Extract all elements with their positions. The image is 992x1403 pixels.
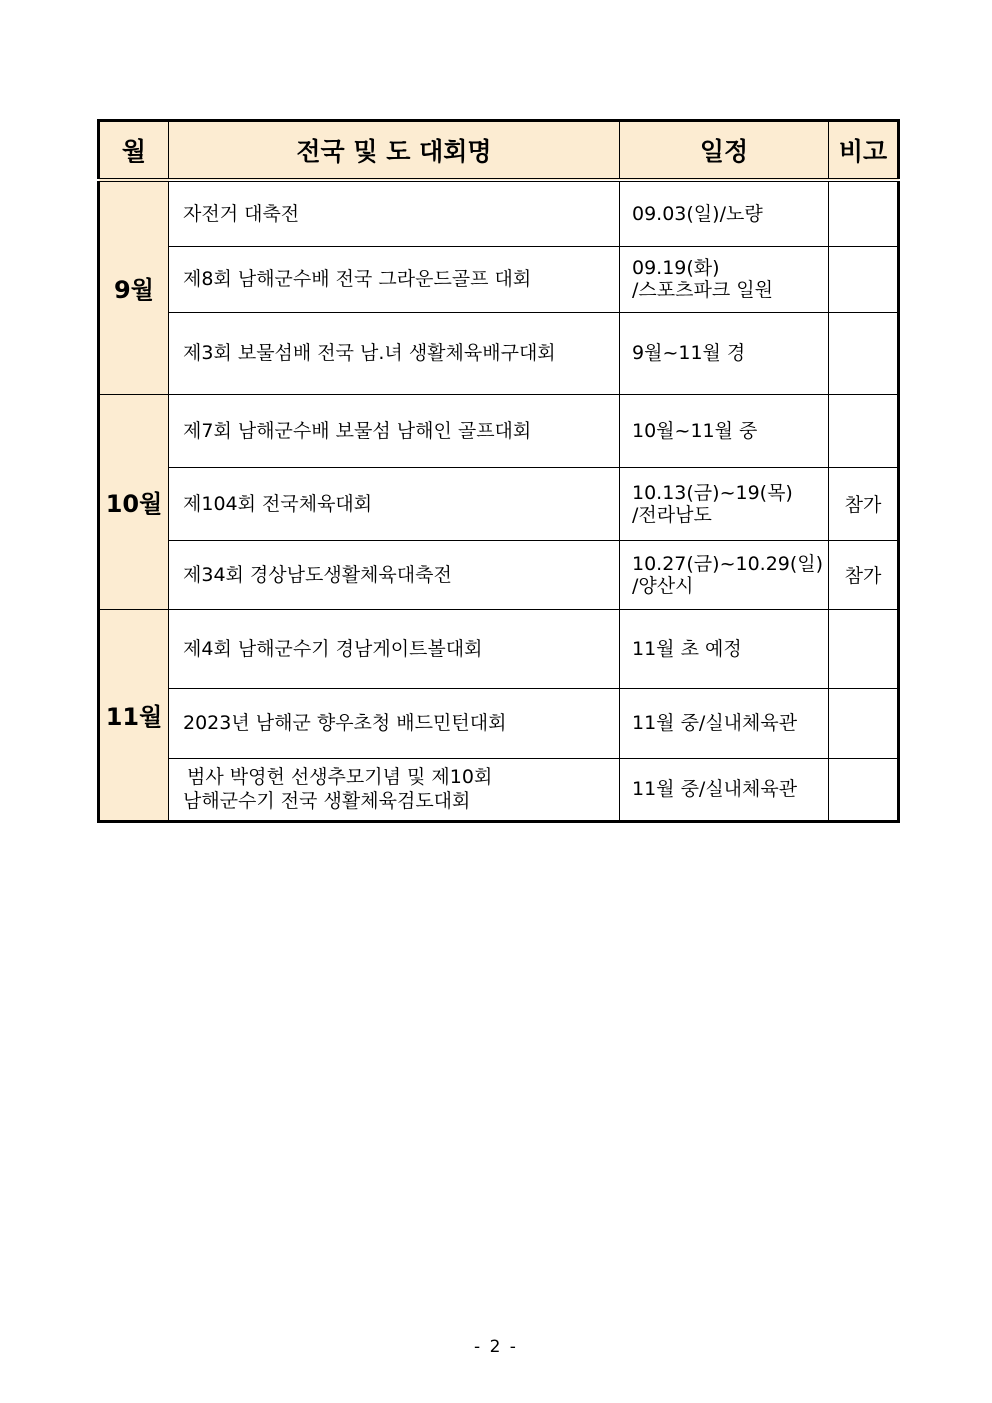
event-date: 10.13(금)~19(목) /전라남도 (620, 467, 829, 540)
table-row (99, 180, 899, 246)
table-row (99, 688, 899, 758)
header-event: 전국 및 도 대회명 (169, 121, 620, 181)
table-row (99, 312, 899, 394)
table-row (99, 467, 899, 540)
event-note (829, 312, 899, 394)
month-cell-oct: 10월 (99, 394, 169, 609)
event-date: 09.03(일)/노량 (620, 180, 829, 246)
event-note (829, 394, 899, 467)
event-note (829, 688, 899, 758)
table-row (99, 394, 899, 467)
event-name: 제3회 보물섬배 전국 남.녀 생활체육배구대회 (169, 312, 620, 394)
month-cell-sep: 9월 (99, 180, 169, 394)
event-date: 9월~11월 경 (620, 312, 829, 394)
event-note (829, 180, 899, 246)
event-name: 제104회 전국체육대회 (169, 467, 620, 540)
event-date: 10.27(금)~10.29(일) /양산시 (620, 540, 829, 609)
event-note (829, 609, 899, 688)
event-name: 2023년 남해군 향우초청 배드민턴대회 (169, 688, 620, 758)
event-note: 참가 (829, 540, 899, 609)
schedule-table (97, 119, 900, 823)
event-date: 10월~11월 중 (620, 394, 829, 467)
event-name: 제34회 경상남도생활체육대축전 (169, 540, 620, 609)
event-name: 범사 박영헌 선생추모기념 및 제10회 남해군수기 전국 생활체육검도대회 (169, 758, 620, 821)
header-schedule: 일정 (620, 121, 829, 181)
event-date: 11월 중/실내체육관 (620, 758, 829, 821)
event-note (829, 758, 899, 821)
event-date: 11월 초 예정 (620, 609, 829, 688)
event-name: 자전거 대축전 (169, 180, 620, 246)
table-row (99, 609, 899, 688)
table-row (99, 246, 899, 312)
event-name: 제8회 남해군수배 전국 그라운드골프 대회 (169, 246, 620, 312)
table-row (99, 540, 899, 609)
event-note (829, 246, 899, 312)
event-date: 11월 중/실내체육관 (620, 688, 829, 758)
event-name: 제7회 남해군수배 보물섬 남해인 골프대회 (169, 394, 620, 467)
table-row (99, 758, 899, 821)
header-row (99, 121, 899, 181)
header-note: 비고 (829, 121, 899, 181)
month-cell-nov: 11월 (99, 609, 169, 821)
event-date: 09.19(화) /스포츠파크 일원 (620, 246, 829, 312)
page-number: - 2 - (474, 1337, 518, 1357)
header-month: 월 (99, 121, 169, 181)
event-note: 참가 (829, 467, 899, 540)
event-name: 제4회 남해군수기 경남게이트볼대회 (169, 609, 620, 688)
